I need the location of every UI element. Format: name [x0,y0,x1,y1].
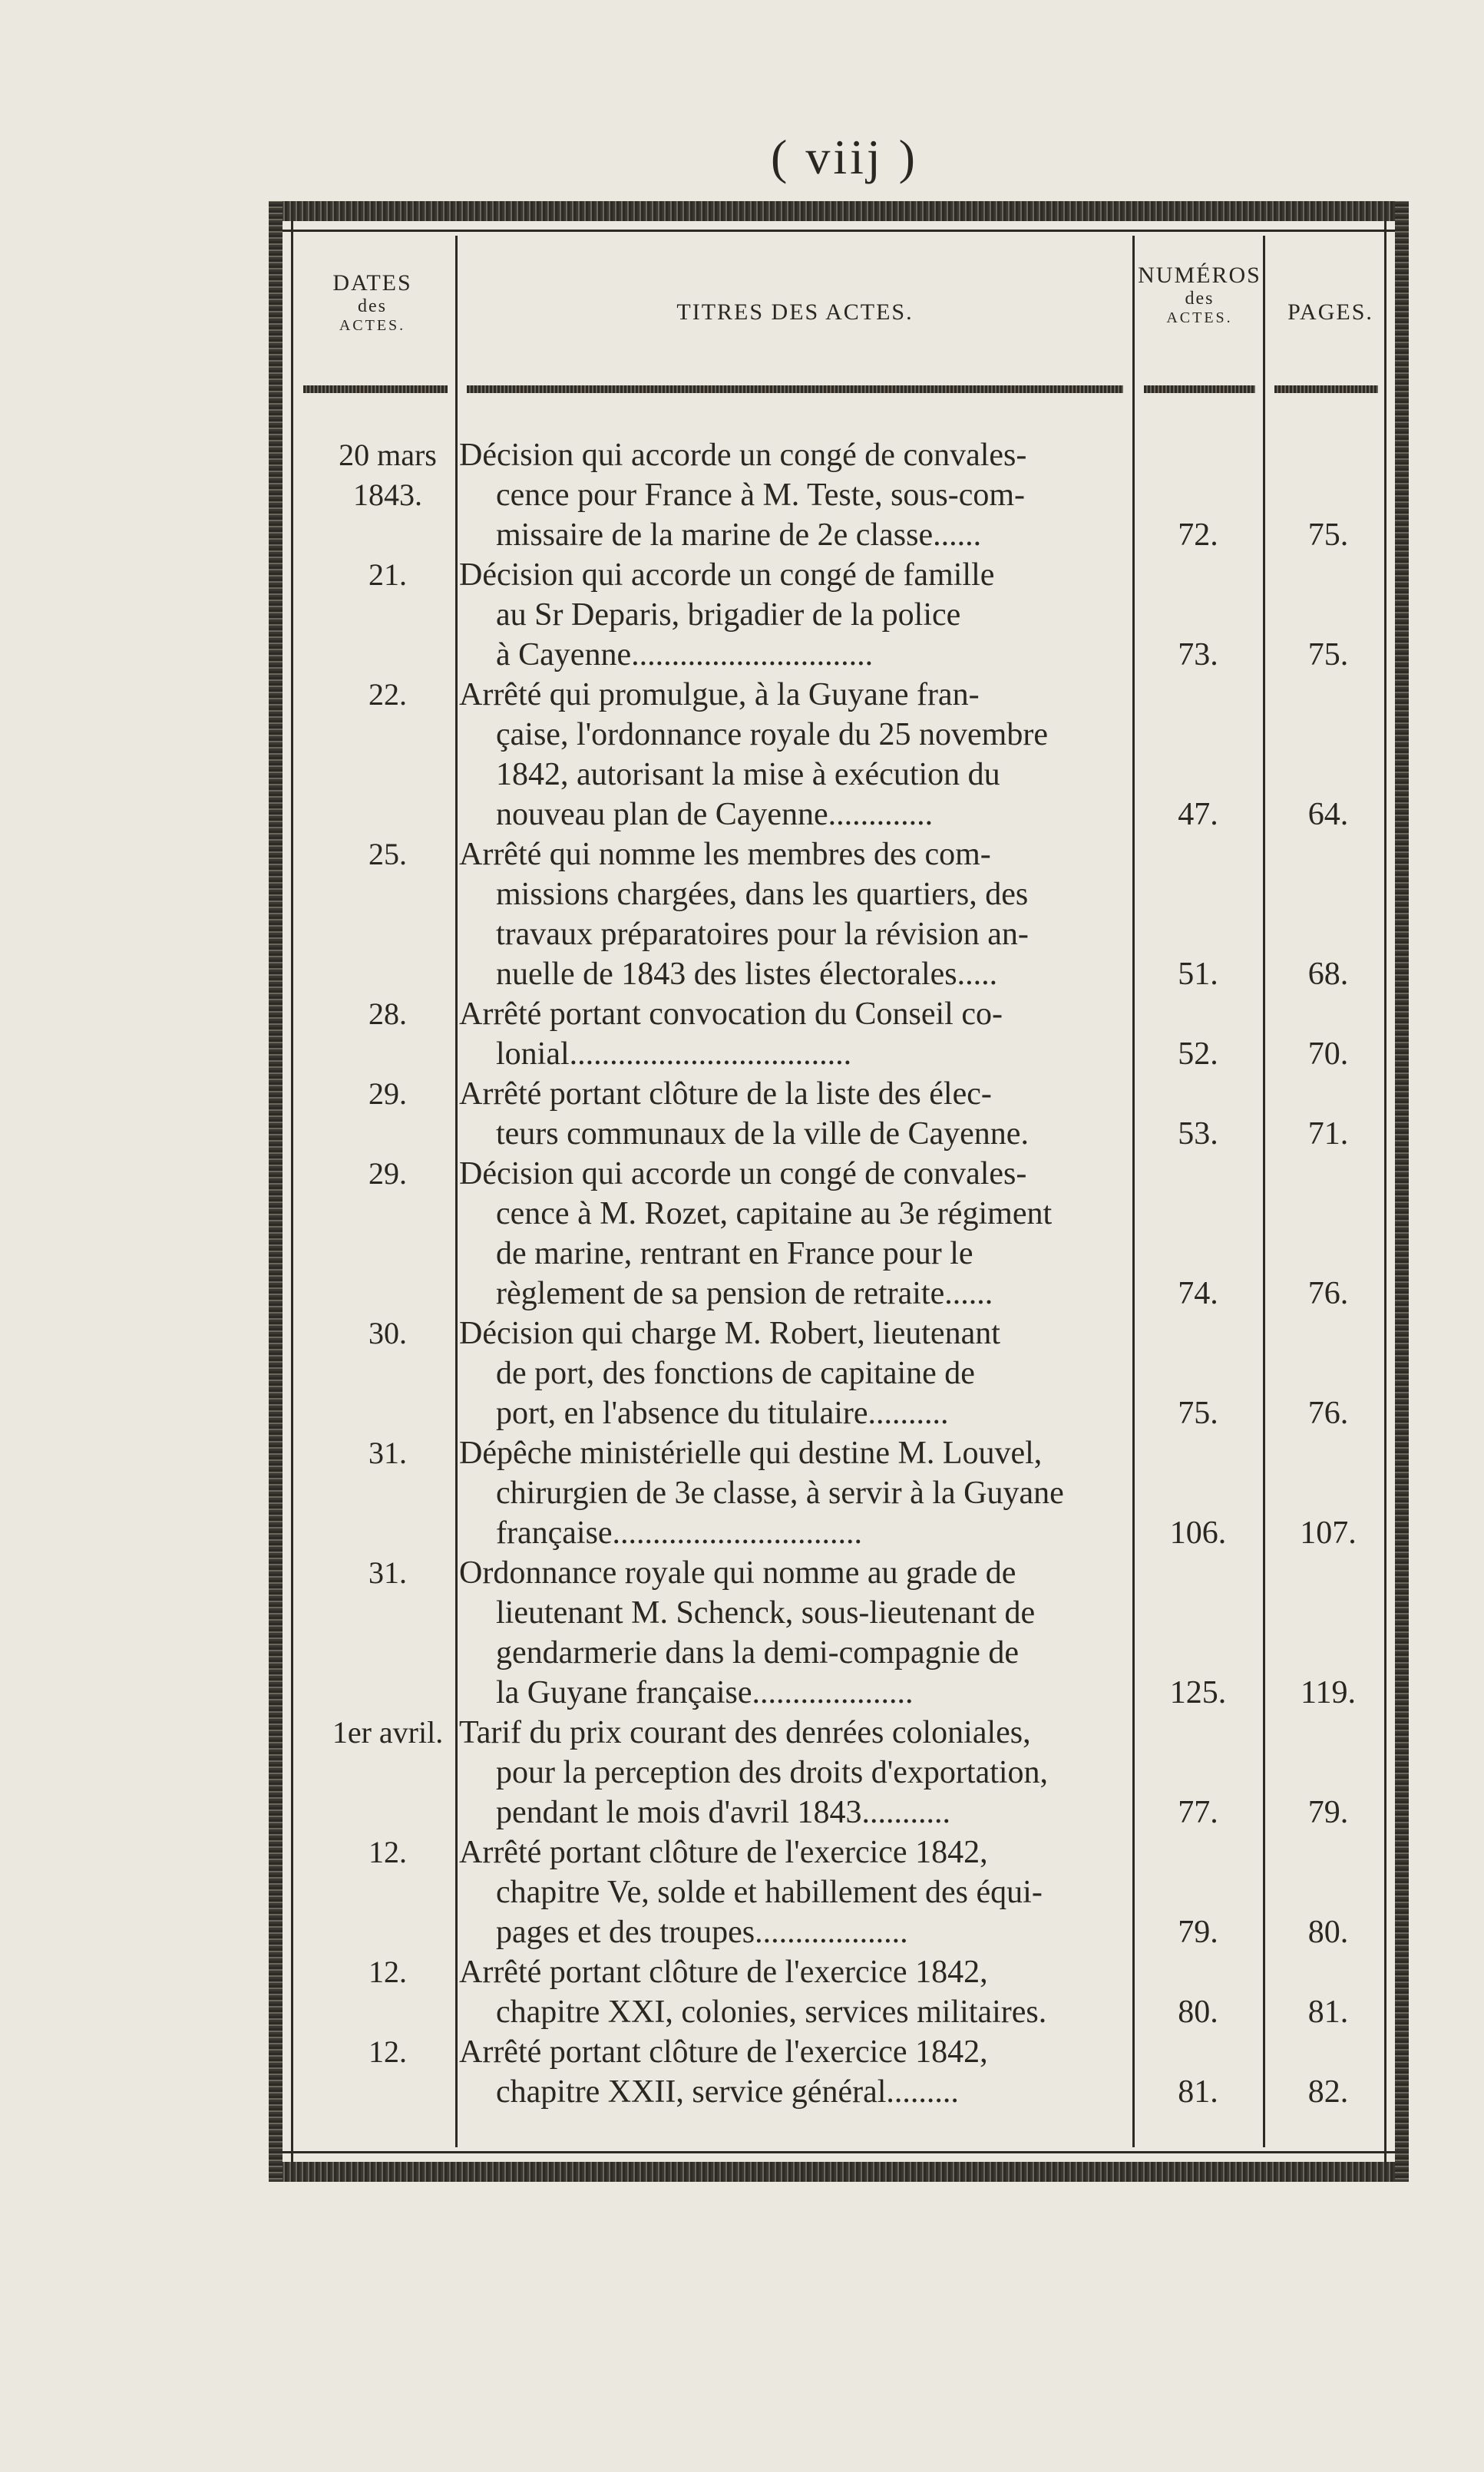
row-page: 70. [1307,1036,1349,1072]
row-title-line: missaire de la marine de 2e classe...... [496,517,982,553]
row-numero: 74. [1178,1276,1218,1311]
frame-bottom-border [269,2162,1409,2182]
row-numero: 79. [1178,1915,1218,1950]
row-title-line: Arrêté portant clôture de l'exercice 1842, [459,2034,988,2070]
row-date [292,555,484,595]
row-title [459,1154,1129,1314]
row-title-line: Arrêté portant clôture de l'exercice 1842, [459,1835,988,1870]
row-title [459,994,1129,1074]
row-date-line: 22. [369,677,407,712]
header-dates-line2: des [358,296,387,316]
page-number: ( viij ) [771,130,918,184]
row-page: 107. [1300,1515,1357,1551]
header-numeros [1136,263,1263,327]
row-title-line: cence pour France à M. Teste, sous-com- [496,478,1026,513]
header-pages [1265,299,1396,326]
frame-right-border [1395,201,1409,2182]
row-numero: 106. [1169,1515,1227,1551]
row-title [459,834,1129,994]
row-title [459,1433,1129,1553]
row-title [459,1952,1129,2032]
row-title-line: lieutenant M. Schenck, sous-lieutenant de [496,1595,1036,1631]
header-rule-dates [303,385,448,393]
row-page: 75. [1307,517,1349,553]
row-title-line: lonial................................... [496,1036,852,1072]
row-title-line: au Sr Deparis, brigadier de la police [496,597,961,633]
row-title-line: gendarmerie dans la demi-compagnie de [496,1635,1020,1671]
row-title-line: règlement de sa pension de retraite...... [496,1276,993,1311]
row-title-line: Tarif du prix courant des denrées coloniales, [459,1715,1031,1750]
row-title-line: pour la perception des droits d'exportation, [496,1755,1049,1790]
row-date [292,1952,484,1992]
row-page: 81. [1307,1994,1349,2030]
header-numeros-line3: ACTES. [1166,309,1233,326]
header-rule-numeros [1144,385,1255,393]
row-numero: 80. [1178,1994,1218,2030]
row-numero: 51. [1178,957,1218,992]
row-title-line: pendant le mois d'avril 1843........... [496,1795,950,1830]
column-rule-numeros [1263,236,1265,2147]
row-date-line: 12. [369,2034,407,2069]
row-page: 76. [1307,1276,1349,1311]
row-numero: 125. [1169,1675,1227,1710]
row-date [292,1314,484,1353]
row-date [292,1074,484,1114]
row-date [292,2032,484,2072]
row-title-line: chapitre XXII, service général......... [496,2074,959,2110]
row-numero: 53. [1178,1116,1218,1152]
row-title-line: Arrêté qui promulgue, à la Guyane fran- [459,677,980,712]
row-title-line: Décision qui accorde un congé de famille [459,557,995,593]
row-title-line: çaise, l'ordonnance royale du 25 novembre [496,717,1048,752]
header-titles-label: TITRES DES ACTES. [676,299,914,325]
row-title-line: Décision qui charge M. Robert, lieutenant [459,1316,1000,1351]
row-title [459,1553,1129,1713]
row-date [292,1154,484,1194]
row-title-line: chirurgien de 3e classe, à servir à la Guyane [496,1476,1064,1511]
row-title-line: Ordonnance royale qui nomme au grade de [459,1555,1016,1591]
row-numero: 47. [1178,797,1218,832]
row-title-line: 1842, autorisant la mise à exécution du [496,757,1000,792]
row-date-line: 1er avril. [332,1715,444,1750]
row-page: 79. [1307,1795,1349,1830]
row-date [292,435,484,515]
header-rule-pages [1274,385,1378,393]
row-title-line: cence à M. Rozet, capitaine au 3e régiment [496,1196,1053,1231]
row-page: 68. [1307,957,1349,992]
row-page: 80. [1307,1915,1349,1950]
table-frame [269,201,1409,2182]
row-title-line: Arrêté portant clôture de l'exercice 1842, [459,1955,988,1990]
row-numero: 52. [1178,1036,1218,1072]
frame-top-border [269,201,1409,221]
row-numero: 81. [1178,2074,1218,2110]
row-page: 82. [1307,2074,1349,2110]
row-title-line: chapitre Ve, solde et habillement des équi- [496,1875,1043,1910]
row-title-line: de port, des fonctions de capitaine de [496,1356,975,1391]
row-numero: 73. [1178,637,1218,673]
header-dates-line1: DATES [332,270,412,296]
header-pages-label: PAGES. [1287,299,1373,325]
row-page: 64. [1307,797,1349,832]
row-date-line: 21. [369,557,407,592]
row-title-line: port, en l'absence du titulaire.......... [496,1396,949,1431]
header-rule-titles [467,385,1123,393]
row-page: 71. [1307,1116,1349,1152]
row-title-line: de marine, rentrant en France pour le [496,1236,973,1271]
header-numeros-line1: NUMÉROS [1138,263,1261,288]
row-title-line: Arrêté portant clôture de la liste des élec- [459,1076,992,1112]
row-title-line: missions chargées, dans les quartiers, des [496,877,1029,912]
row-title-line: Dépêche ministérielle qui destine M. Louvel, [459,1436,1043,1471]
row-page: 75. [1307,637,1349,673]
row-title-line: la Guyane française.................... [496,1675,914,1710]
row-date [292,1553,484,1593]
row-title-line: Arrêté portant convocation du Conseil co- [459,996,1003,1032]
row-title [459,1713,1129,1833]
row-date-line: 25. [369,837,407,871]
row-title-line: française............................... [496,1515,863,1551]
row-title [459,1074,1129,1154]
row-date [292,1713,484,1753]
row-page: 119. [1301,1675,1356,1710]
row-numero: 77. [1178,1795,1218,1830]
row-title [459,1314,1129,1433]
header-titles [467,299,1123,326]
header-dates-line3: ACTES. [339,317,406,334]
row-title-line: Décision qui accorde un congé de convales- [459,1156,1027,1191]
row-date-line: 31. [369,1436,407,1470]
row-date [292,1433,484,1473]
frame-left-border [269,201,283,2182]
row-date-line: 29. [369,1076,407,1111]
row-title-line: à Cayenne.............................. [496,637,874,673]
row-title-line: Décision qui accorde un congé de convales- [459,438,1027,473]
row-title [459,675,1129,834]
row-date-line: 20 mars [339,438,437,472]
row-title-line: travaux préparatoires pour la révision an- [496,917,1029,952]
row-date-line: 12. [369,1835,407,1869]
row-title [459,2032,1129,2112]
row-date [292,675,484,715]
row-title-line: Arrêté qui nomme les membres des com- [459,837,991,872]
row-page: 76. [1307,1396,1349,1431]
row-date-line: 31. [369,1555,407,1590]
row-title [459,435,1129,555]
row-date [292,994,484,1034]
row-date-line: 29. [369,1156,407,1191]
row-numero: 75. [1178,1396,1218,1431]
row-date-line: 1843. [353,478,422,512]
row-title-line: nouveau plan de Cayenne............. [496,797,934,832]
header-numeros-line2: des [1185,289,1215,309]
row-numero: 72. [1178,517,1218,553]
row-title-line: chapitre XXI, colonies, services militaires. [496,1994,1047,2030]
row-title-line: nuelle de 1843 des listes électorales..... [496,957,998,992]
row-date [292,1833,484,1872]
row-title-line: pages et des troupes................... [496,1915,908,1950]
row-title [459,1833,1129,1952]
row-date-line: 30. [369,1316,407,1350]
header-dates [292,270,453,335]
row-title-line: teurs communaux de la ville de Cayenne. [496,1116,1029,1152]
row-date [292,834,484,874]
row-title [459,555,1129,675]
row-date-line: 12. [369,1955,407,1989]
row-date-line: 28. [369,996,407,1031]
